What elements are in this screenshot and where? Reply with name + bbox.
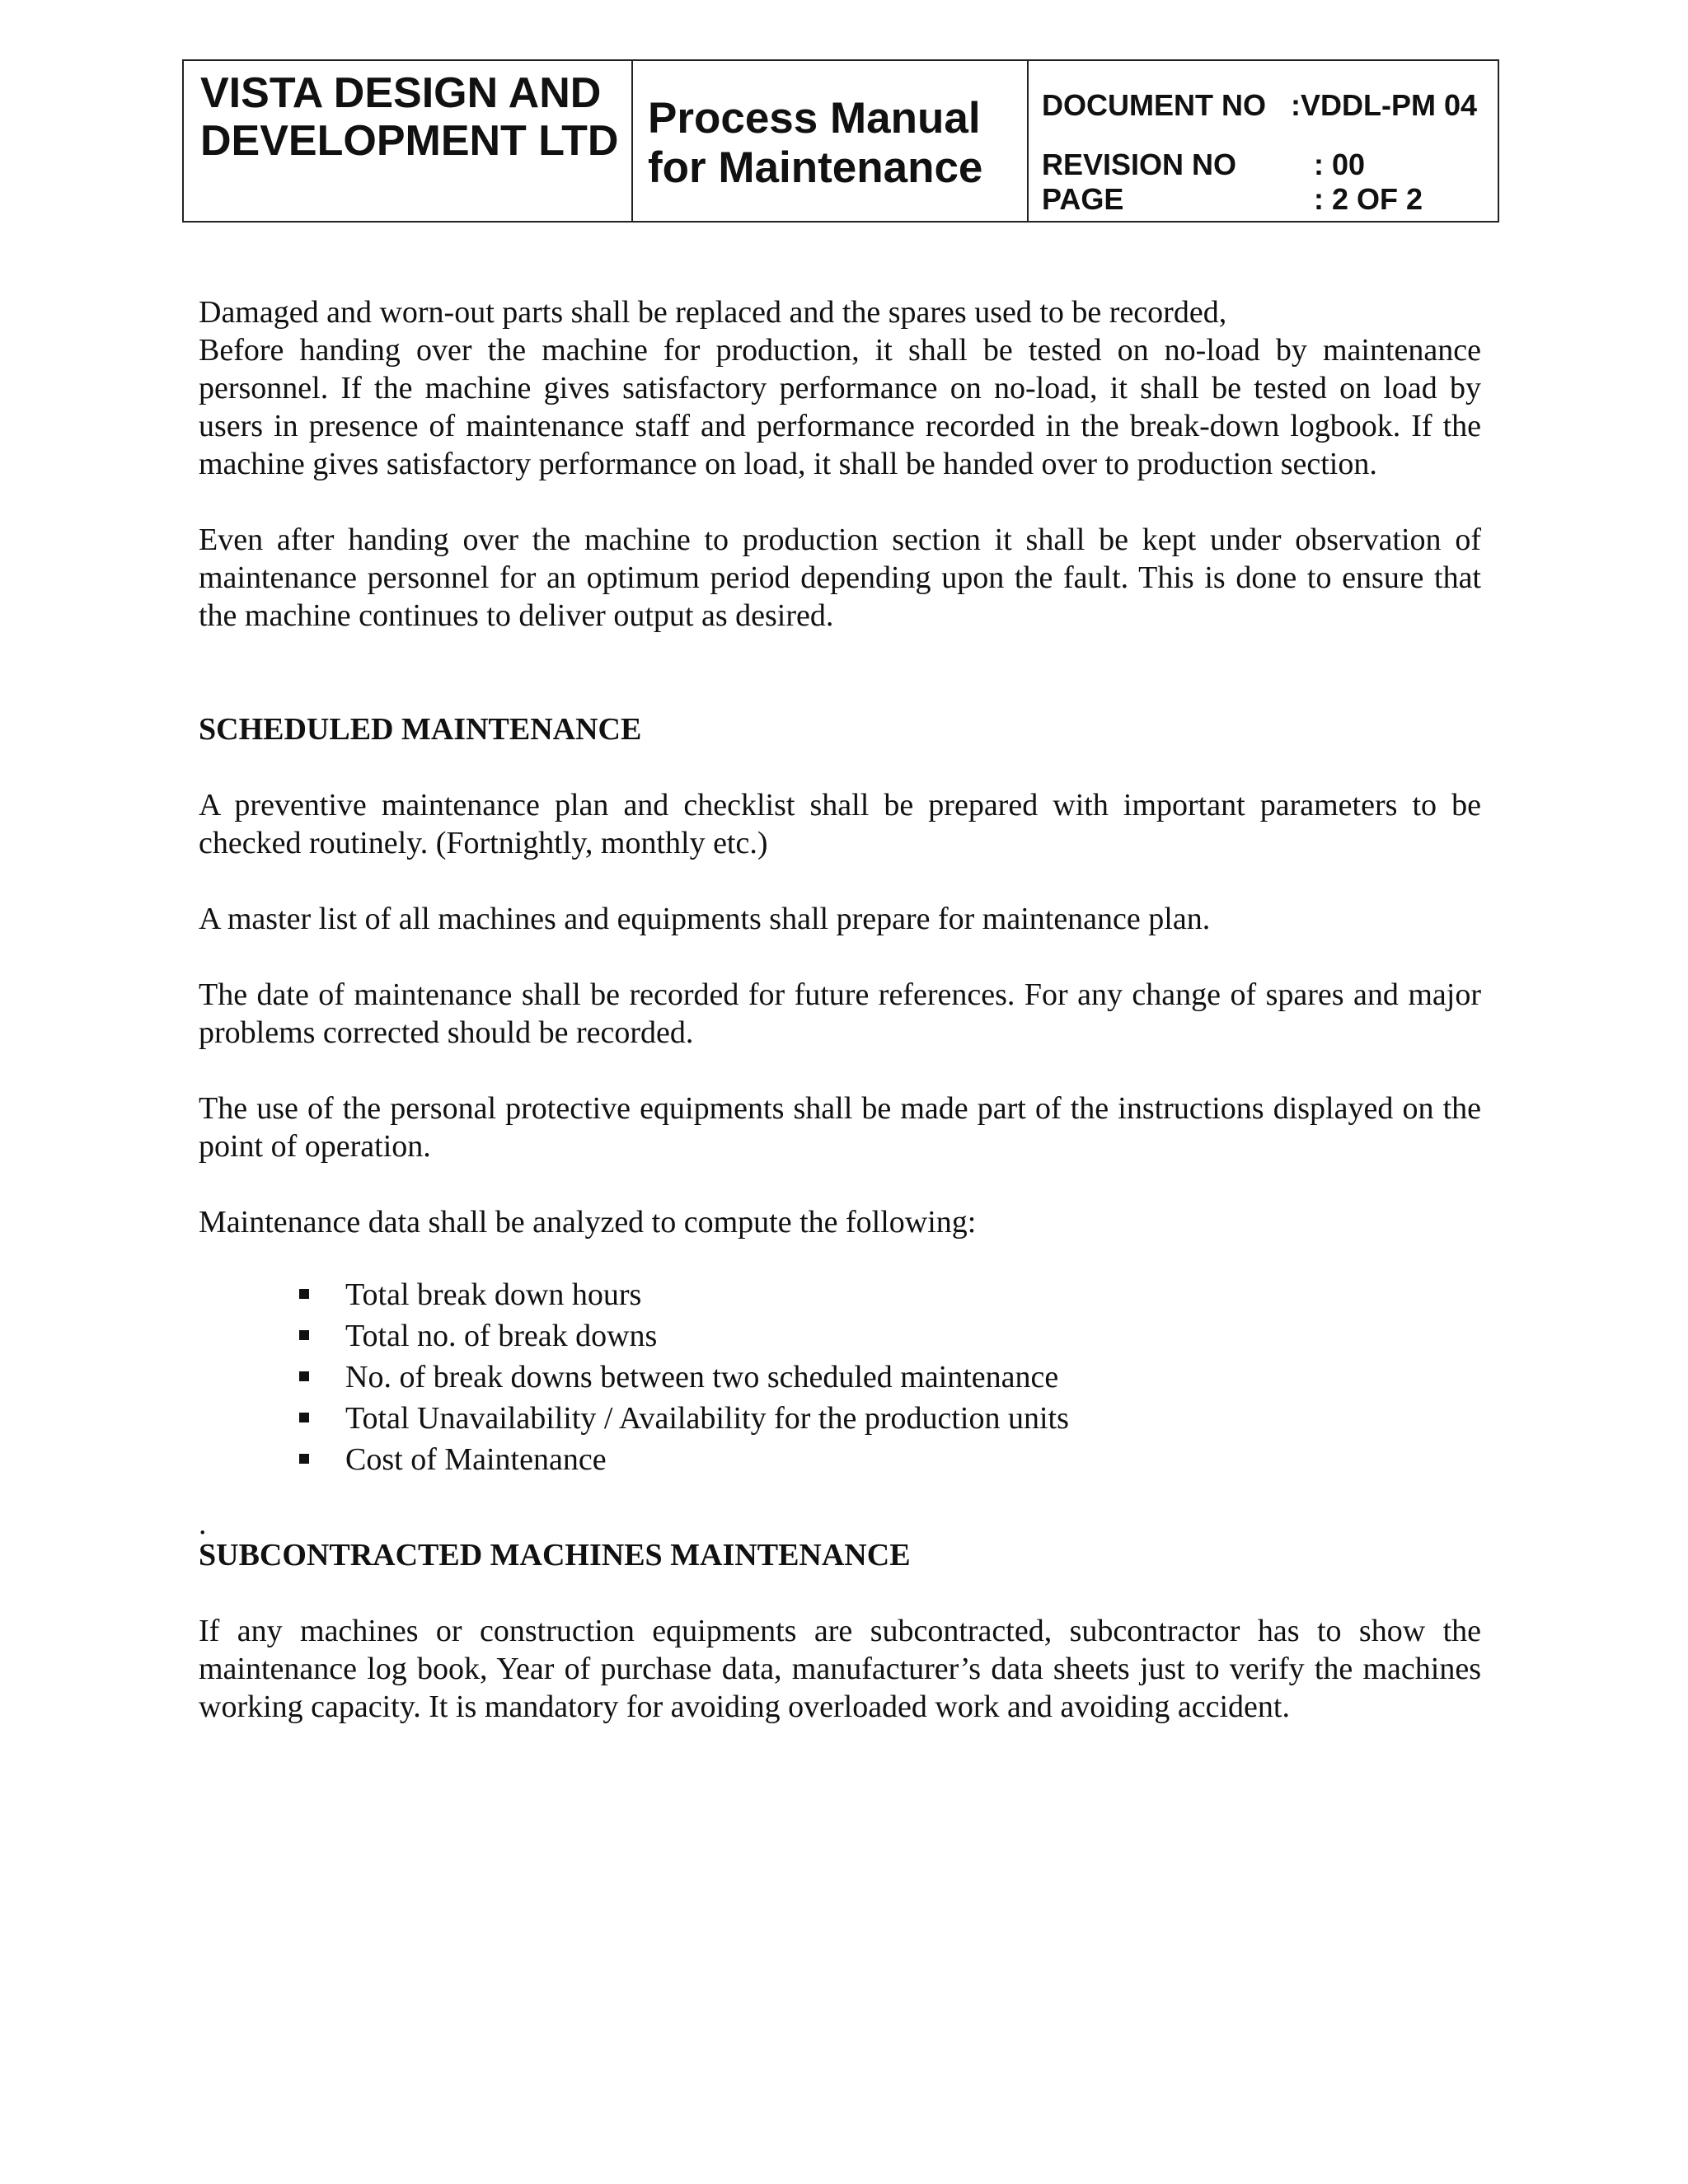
- list-item: Total no. of break downs: [199, 1315, 1481, 1357]
- paragraph-subcontracted: If any machines or construction equipments are subcontracted, subcontractor has to show the maintenance log book, Year of purchase data, manufacturer’s data sheets just to verify the machines working capacity. It is mandatory for avoiding overloaded work and avoiding accident.: [199, 1614, 1481, 1724]
- document-no-row: [1042, 88, 1478, 122]
- revision-no-row: [1042, 148, 1366, 181]
- bullet-square-icon: [299, 1289, 309, 1299]
- paragraph-handing-over: Before handing over the machine for production, it shall be tested on no-load by maintenance personnel. If the machine gives satisfactory performance on no-load, it shall be tested on load by users in presence of maintenance staff and performance recorded in the break-down logbook. If the machine gives satisfactory performance on load, it shall be handed over to production section.: [199, 333, 1481, 481]
- revision-no-value: : 00: [1314, 148, 1366, 181]
- document-no-value: :VDDL-PM 04: [1291, 88, 1478, 122]
- paragraph-protective-equipment: The use of the personal protective equipments shall be made part of the instructions displayed on the point of operation.: [199, 1091, 1481, 1164]
- document-body: [199, 293, 1481, 1726]
- revision-no-label: REVISION NO: [1042, 148, 1237, 181]
- stray-period: .: [199, 1507, 207, 1541]
- heading-scheduled-maintenance: SCHEDULED MAINTENANCE: [199, 712, 642, 747]
- bullet-square-icon: [299, 1371, 309, 1381]
- list-item: Total Unavailability / Availability for the production units: [199, 1398, 1481, 1439]
- maintenance-metrics-list: [199, 1274, 1481, 1480]
- bullet-square-icon: [299, 1413, 309, 1422]
- paragraph-maintenance-data: Maintenance data shall be analyzed to compute the following:: [199, 1205, 977, 1240]
- title-cell: [633, 61, 1029, 221]
- paragraph-preventive-plan: A preventive maintenance plan and checklist shall be prepared with important parameters to be checked routinely. (Fortnightly, monthly etc.): [199, 788, 1481, 860]
- paragraph-observation: Even after handing over the machine to production section it shall be kept under observation of maintenance personnel for an optimum period depending upon the fault. This is done to ensure that the machine continues to deliver output as desired.: [199, 523, 1481, 633]
- list-item: Total break down hours: [199, 1274, 1481, 1315]
- paragraph-date-of-maintenance: The date of maintenance shall be recorded for future references. For any change of spares and major problems corrected should be recorded.: [199, 977, 1481, 1050]
- document-no-label: DOCUMENT NO: [1042, 88, 1266, 122]
- heading-subcontracted-maintenance: SUBCONTRACTED MACHINES MAINTENANCE: [199, 1538, 911, 1572]
- list-item: Cost of Maintenance: [199, 1439, 1481, 1480]
- company-name: VISTA DESIGN AND DEVELOPMENT LTD: [200, 69, 619, 165]
- bullet-square-icon: [299, 1454, 309, 1464]
- paragraph-master-list: A master list of all machines and equipments shall prepare for maintenance plan.: [199, 902, 1211, 936]
- paragraph-replaced-parts: Damaged and worn-out parts shall be replaced and the spares used to be recorded,: [199, 295, 1227, 330]
- meta-cell: [1029, 61, 1498, 221]
- page-row: [1042, 182, 1423, 216]
- page-label: PAGE: [1042, 182, 1124, 216]
- list-item: No. of break downs between two scheduled maintenance: [199, 1357, 1481, 1398]
- company-cell: [184, 61, 633, 221]
- document-header-table: [182, 59, 1499, 223]
- bullet-square-icon: [299, 1330, 309, 1340]
- page-value: : 2 OF 2: [1314, 182, 1423, 216]
- manual-title: Process Manual for Maintenance: [648, 94, 983, 192]
